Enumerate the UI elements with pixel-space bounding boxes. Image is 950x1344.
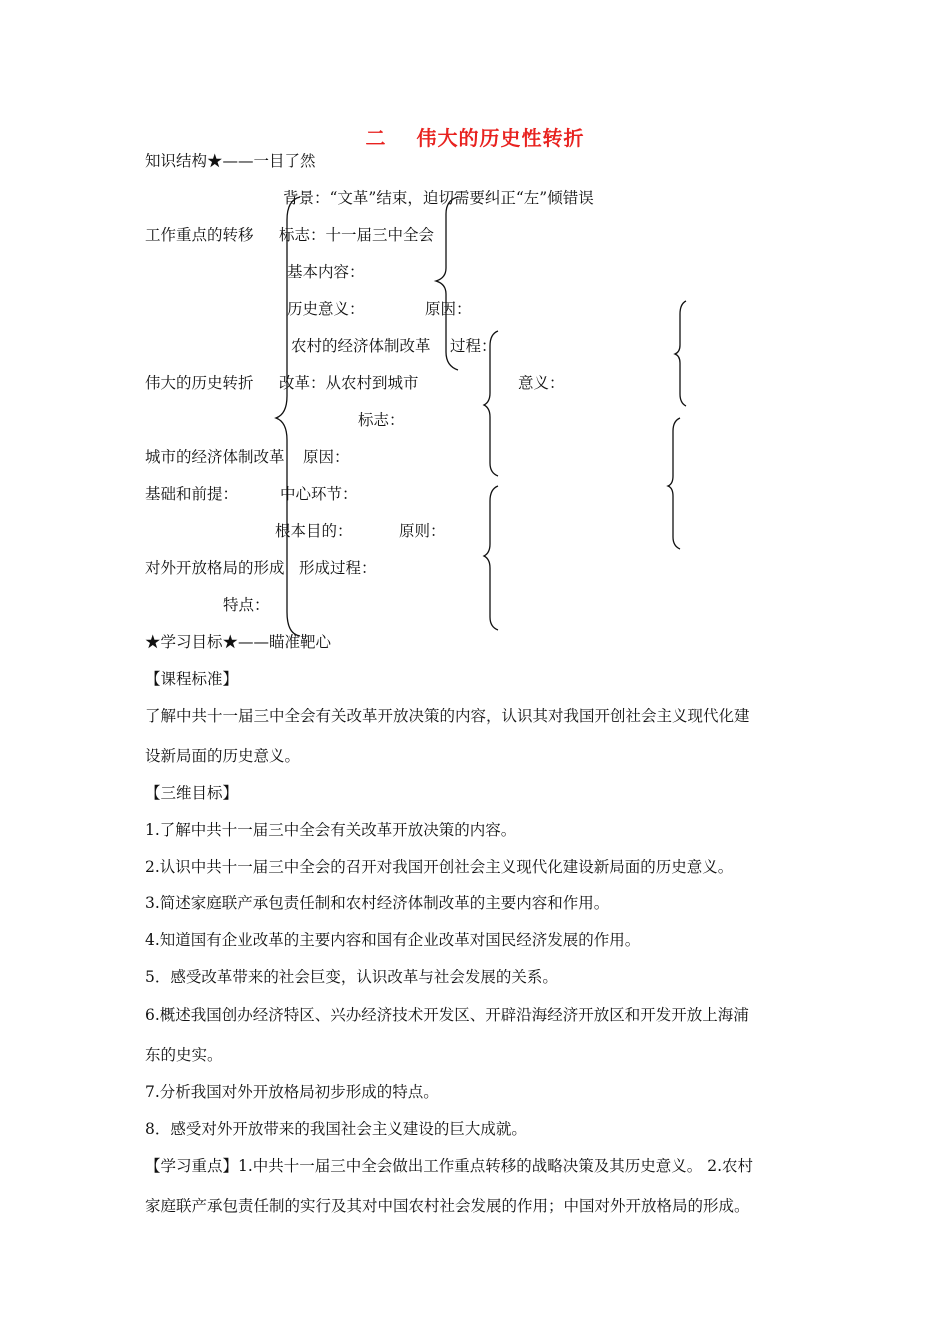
label-foundation: 基础和前提： [145,485,239,503]
goal-item-4: 4.知道国有企业改革的主要内容和国有企业改革对国民经济发展的作用。 [145,931,641,949]
goal-item-6: 6.概述我国创办经济特区、兴办经济技术开发区、开辟沿海经济开放区和开发开放上海浦 [145,1006,749,1024]
goal-item-8: 8．感受对外开放带来的我国社会主义建设的巨大成就。 [145,1120,527,1138]
key-points-line-1: 【学习重点】1.中共十一届三中全会做出工作重点转移的战略决策及其历史意义。 2.农村 [145,1157,754,1175]
label-background: 背景：“文革”结束，迫切需要纠正“左”倾错误 [283,189,594,207]
goal-item-6-cont: 东的史实。 [145,1046,223,1064]
title-number: 二 [365,126,387,150]
brace-main [276,197,300,636]
goal-item-1: 1.了解中共十一届三中全会有关改革开放决策的内容。 [145,821,517,839]
curriculum-line-1: 了解中共十一届三中全会有关改革开放决策的内容，认识其对我国开创社会主义现代化建 [145,707,750,725]
label-sign-plenum: 标志：十一届三中全会 [279,226,435,244]
label-historical-meaning: 历史意义： [287,300,365,318]
goal-item-2: 2.认识中共十一届三中全会的召开对我国开创社会主义现代化建设新局面的历史意义。 [145,858,734,876]
goals-header: ★学习目标★——瞄准靶心 [145,633,332,651]
label-reason-2: 原因： [303,448,350,466]
goal-item-3: 3.简述家庭联产承包责任制和农村经济体制改革的主要内容和作用。 [145,894,610,912]
curriculum-line-2: 设新局面的历史意义。 [145,747,301,765]
brace-right-lower [668,418,680,549]
label-reason-1: 原因： [425,300,472,318]
goal-item-7: 7.分析我国对外开放格局初步形成的特点。 [145,1083,439,1101]
label-principle: 原则： [399,522,446,540]
label-features: 特点： [223,596,270,614]
label-sign-2: 标志： [358,411,405,429]
label-basic-content: 基本内容： [287,263,365,281]
three-goals-label: 【三维目标】 [145,784,239,802]
title-text: 伟大的历史性转折 [416,126,585,150]
goal-item-5: 5．感受改革带来的社会巨变，认识改革与社会发展的关系。 [145,968,558,986]
label-goal: 根本目的： [275,522,353,540]
brace-right-upper [675,301,686,406]
label-focus-shift: 工作重点的转移 [145,226,254,244]
key-points-line-2: 家庭联产承包责任制的实行及其对中国农村社会发展的作用；中国对外开放格局的形成。 [145,1197,750,1215]
label-center: 中心环节： [280,485,358,503]
curriculum-label: 【课程标准】 [145,670,239,688]
label-process-2: 形成过程： [299,559,377,577]
label-reform-path: 改革：从农村到城市 [279,374,419,392]
label-great-turn: 伟大的历史转折 [145,374,254,392]
label-rural-reform: 农村的经济体制改革 [291,337,431,355]
label-opening: 对外开放格局的形成 [145,559,285,577]
brace-focus [436,197,458,370]
brace-rural [484,331,498,476]
label-process-1: 过程： [450,337,497,355]
brace-urban [484,486,498,630]
structure-header: 知识结构★——一目了然 [145,152,316,170]
label-urban-reform: 城市的经济体制改革 [145,448,285,466]
label-meaning-1: 意义： [518,374,565,392]
